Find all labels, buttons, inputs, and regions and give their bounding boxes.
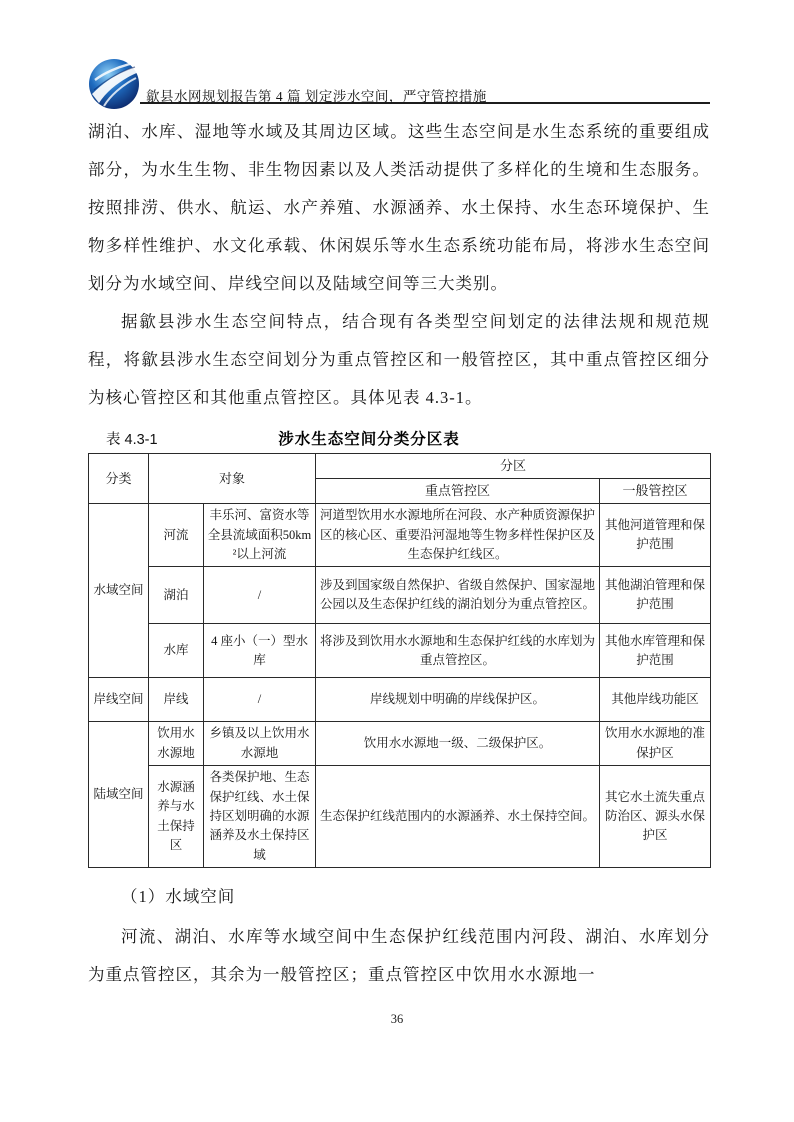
cell-desc-drinking-water: 乡镇及以上饮用水水源地 bbox=[204, 722, 316, 766]
table-title: 涉水生态空间分类分区表 bbox=[278, 431, 460, 448]
cell-general-conservation: 其它水土流失重点防治区、源头水保护区 bbox=[600, 766, 711, 868]
cell-general-shoreline: 其他岸线功能区 bbox=[600, 678, 711, 722]
paragraph-2: 据歙县涉水生态空间特点，结合现有各类型空间划定的法律法规和规范规程，将歙县涉水生态空间划分为重点管控区和一般管控区，其中重点管控区细分为核心管控区和其他重点管控区。具体见表 4.3-1。 bbox=[88, 312, 710, 407]
cell-key-conservation: 生态保护红线范围内的水源涵养、水土保持空间。 bbox=[316, 766, 600, 868]
cell-category-land-space: 陆域空间 bbox=[89, 722, 149, 868]
header-cell-zone: 分区 bbox=[316, 454, 711, 479]
cell-category-shoreline-space: 岸线空间 bbox=[89, 678, 149, 722]
cell-object-reservoir: 水库 bbox=[149, 624, 204, 678]
paragraph-3: 河流、湖泊、水库等水域空间中生态保护红线范围内河段、湖泊、水库划分为重点管控区，其余为一般管控区；重点管控区中饮用水水源地一 bbox=[88, 927, 710, 985]
table-number-label: 表 4.3-1 bbox=[106, 432, 158, 448]
table-row-reservoir bbox=[89, 624, 711, 678]
cell-object-conservation: 水源涵养与水土保持区 bbox=[149, 766, 204, 868]
paragraph-1: 湖泊、水库、湿地等水域及其周边区域。这些生态空间是水生态系统的重要组成部分，为水生生物、非生物因素以及人类活动提供了多样化的生境和生态服务。按照排涝、供水、航运、水产养殖、水源涵养、水土保持、水生态环境保护、生物多样性维护、水文化承载、休闲娱乐等水生态系统功能布局，将涉水生态空间划分为水域空间、岸线空间以及陆域空间等三大类别。 bbox=[88, 122, 710, 293]
table-header-row-1 bbox=[89, 454, 711, 479]
cell-key-lake: 涉及到国家级自然保护、省级自然保护、国家湿地公园以及生态保护红线的湖泊划分为重点管控区。 bbox=[316, 567, 600, 624]
cell-object-river: 河流 bbox=[149, 504, 204, 567]
table-row-drinking-water bbox=[89, 722, 711, 766]
table-row-river bbox=[89, 504, 711, 567]
table-row-shoreline bbox=[89, 678, 711, 722]
page-header bbox=[88, 56, 710, 114]
cell-general-drinking-water: 饮用水水源地的准保护区 bbox=[600, 722, 711, 766]
water-bureau-logo-icon bbox=[88, 58, 140, 110]
cell-general-lake: 其他湖泊管理和保护范围 bbox=[600, 567, 711, 624]
cell-object-shoreline: 岸线 bbox=[149, 678, 204, 722]
cell-general-river: 其他河道管理和保护范围 bbox=[600, 504, 711, 567]
zone-classification-table bbox=[88, 453, 711, 868]
cell-general-reservoir: 其他水库管理和保护范围 bbox=[600, 624, 711, 678]
section-item-1: （1）水域空间 bbox=[121, 887, 236, 907]
cell-desc-reservoir: 4 座小（一）型水库 bbox=[204, 624, 316, 678]
cell-desc-shoreline: / bbox=[204, 678, 316, 722]
page-content bbox=[88, 113, 710, 994]
cell-key-reservoir: 将涉及到饮用水水源地和生态保护红线的水库划为重点管控区。 bbox=[316, 624, 600, 678]
header-cell-category: 分类 bbox=[89, 454, 149, 504]
table-row-conservation bbox=[89, 766, 711, 868]
table-row-lake bbox=[89, 567, 711, 624]
cell-object-drinking-water: 饮用水水源地 bbox=[149, 722, 204, 766]
table-caption bbox=[88, 425, 710, 453]
cell-desc-conservation: 各类保护地、生态保护红线、水土保持区划明确的水源涵养及水土保持区域 bbox=[204, 766, 316, 868]
cell-key-river: 河道型饮用水水源地所在河段、水产种质资源保护区的核心区、重要沿河湿地等生物多样性保护区及生态保护红线区。 bbox=[316, 504, 600, 567]
cell-desc-river: 丰乐河、富资水等全县流域面积50km²以上河流 bbox=[204, 504, 316, 567]
header-cell-object: 对象 bbox=[149, 454, 316, 504]
cell-key-drinking-water: 饮用水水源地一级、二级保护区。 bbox=[316, 722, 600, 766]
header-cell-key-zone: 重点管控区 bbox=[316, 479, 600, 504]
cell-desc-lake: / bbox=[204, 567, 316, 624]
page-number: 36 bbox=[390, 1012, 404, 1026]
cell-category-water-space: 水域空间 bbox=[89, 504, 149, 678]
header-cell-general-zone: 一般管控区 bbox=[600, 479, 711, 504]
report-header-title: 歙县水网规划报告第 4 篇 划定涉水空间，严守管控措施 bbox=[146, 89, 487, 104]
cell-object-lake: 湖泊 bbox=[149, 567, 204, 624]
cell-key-shoreline: 岸线规划中明确的岸线保护区。 bbox=[316, 678, 600, 722]
